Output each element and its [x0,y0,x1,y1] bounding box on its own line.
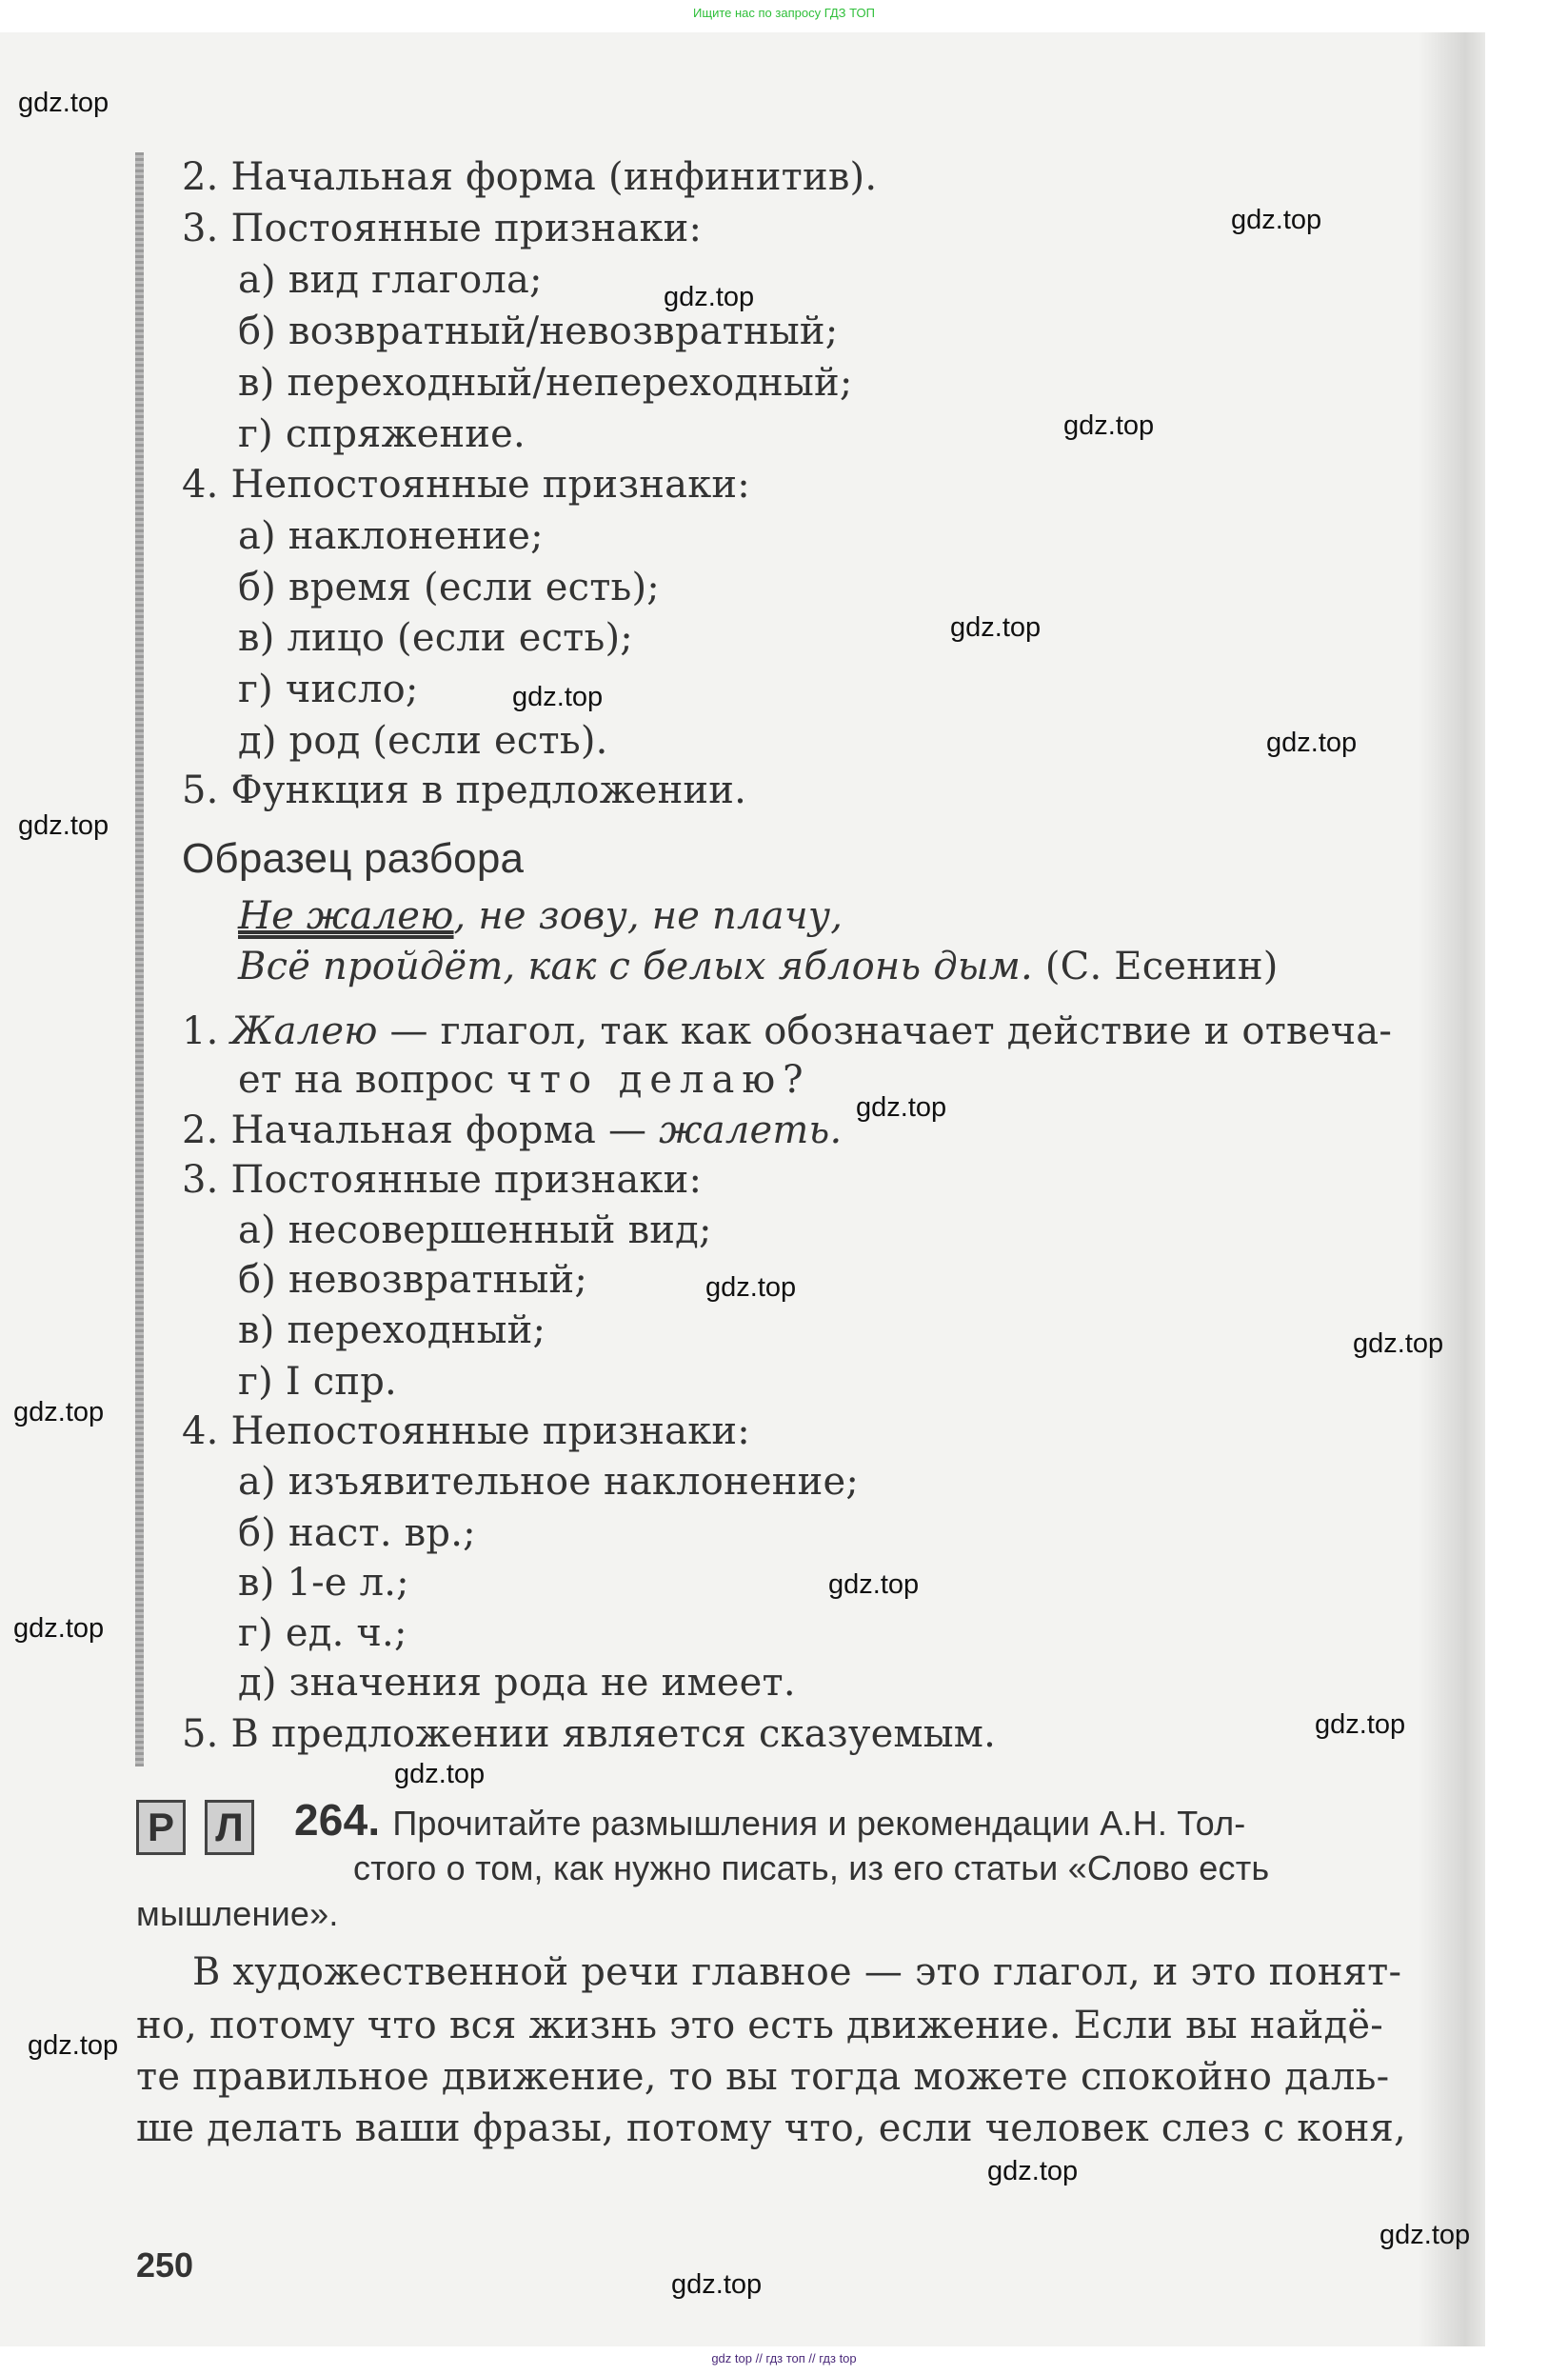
text-line [238,258,543,302]
watermark: gdz.top [13,1613,105,1644]
watermark: gdz.top [671,2269,763,2300]
watermark: gdz.top [1353,1328,1444,1359]
text-line [238,361,853,405]
text-segment: в) 1-е л.; [238,1561,409,1605]
watermark: gdz.top [1231,205,1322,235]
text-segment: б) время (если есть); [238,566,660,609]
text-line [238,616,633,660]
badge-r: Р [136,1800,186,1855]
text-segment: что делаю? [506,1058,811,1102]
text-segment: 5. Функция в предложении. [182,768,747,812]
watermark: gdz.top [950,612,1042,643]
text-segment: г) I спр. [238,1360,397,1404]
watermark: gdz.top [1315,1709,1406,1740]
text-segment: (С. Есенин) [1032,945,1279,988]
badge-l: Л [205,1800,254,1855]
watermark: gdz.top [1063,410,1155,441]
text-line [182,1108,842,1152]
text-line [238,1611,407,1655]
text-line [182,1712,996,1756]
text-segment: 4. Непостоянные признаки: [182,1409,750,1453]
text-segment: д) значения рода не имеет. [238,1661,796,1705]
text-line [182,155,877,199]
text-segment: а) изъявительное наклонение; [238,1460,860,1504]
watermark: gdz.top [512,682,604,712]
text-line [238,514,544,558]
watermark: gdz.top [28,2030,119,2061]
page-edge-shadow [1419,32,1485,2346]
text-line [136,2106,1406,2150]
text-segment: , не зову, не плачу, [453,894,844,938]
text-line [136,2004,1383,2047]
text-segment: 264. [294,1795,393,1845]
text-line [136,1891,339,1935]
text-line [182,463,750,507]
text-segment: те правильное движение, то вы тогда можете спокойно даль- [136,2055,1390,2099]
text-segment: Жалею [230,1009,378,1053]
text-line [238,412,526,456]
text-line [238,719,608,763]
text-segment: б) наст. вр.; [238,1511,476,1555]
text-segment: — глагол, так как обозначает действие и отвеча- [377,1009,1393,1053]
text-line [238,945,1279,988]
top-banner[interactable]: Ищите нас по запросу ГДЗ ТОП [693,6,875,20]
watermark: gdz.top [987,2156,1079,2186]
text-segment: а) несовершенный вид; [238,1208,712,1252]
watermark: gdz.top [18,810,109,841]
page-number: 250 [136,2245,194,2285]
text-segment: Образец разбора [182,835,525,882]
text-line [192,1950,1401,1994]
watermark: gdz.top [18,88,109,118]
text-segment: 1. [182,1009,231,1053]
text-line [182,1409,750,1453]
text-segment: г) спряжение. [238,412,526,456]
text-line [238,1460,859,1504]
watermark: gdz.top [828,1569,920,1600]
text-segment: б) возвратный/невозвратный; [238,309,839,353]
text-segment: г) число; [238,668,419,711]
watermark: gdz.top [1266,728,1358,758]
text-line [182,207,702,250]
text-segment: 4. Непостоянные признаки: [182,463,750,507]
text-line [294,1794,1245,1846]
text-segment: 3. Постоянные признаки: [182,207,703,250]
text-segment: В художественной речи главное — это глагол, и это понят- [192,1950,1402,1994]
text-segment: ше делать ваши фразы, потому что, если человек слез с коня, [136,2106,1406,2150]
text-segment: ет на вопрос [238,1058,507,1102]
text-segment: мышление». [136,1894,339,1933]
text-segment: 5. В предложении является сказуемым. [182,1712,997,1756]
text-line [182,835,524,883]
text-line [238,309,838,353]
text-line [238,566,660,609]
text-segment: 2. Начальная форма — [182,1108,660,1152]
text-segment: в) лицо (если есть); [238,616,633,660]
text-line [238,1360,397,1404]
text-segment: Не жалею [238,894,454,938]
text-segment: 3. Постоянные признаки: [182,1158,703,1202]
watermark: gdz.top [705,1272,797,1303]
text-segment: но, потому что вся жизнь это есть движение. Если вы найдё- [136,2004,1383,2047]
text-line [136,2055,1389,2099]
text-line [238,1561,409,1605]
text-segment: г) ед. ч.; [238,1611,407,1655]
text-line [238,1308,546,1352]
text-segment: а) наклонение; [238,514,544,558]
text-segment: в) переходный/непереходный; [238,361,853,405]
text-segment: д) род (если есть). [238,719,608,763]
text-line [238,1511,476,1555]
text-line [238,1208,712,1252]
text-line [238,894,843,938]
text-segment: Всё пройдёт, как с белых яблонь дым. [238,945,1033,988]
text-line [238,1661,796,1705]
text-line [182,1158,702,1202]
watermark: gdz.top [664,282,755,312]
text-segment: 2. Начальная форма (инфинитив). [182,155,878,199]
text-segment: жалеть. [659,1108,843,1152]
text-segment: стого о том, как нужно писать, из его статьи «Слово есть [353,1848,1270,1887]
bottom-banner[interactable]: gdz top // гдз топ // гдз top [711,2351,857,2365]
text-segment: б) невозвратный; [238,1258,588,1302]
margin-bar [135,152,144,1766]
watermark: gdz.top [1379,2220,1471,2250]
text-segment: в) переходный; [238,1308,546,1352]
text-segment: Прочитайте размышления и рекомендации А.Н. Тол- [392,1804,1246,1843]
text-line [238,1058,811,1102]
text-line [182,1009,1392,1053]
text-segment: а) вид глагола; [238,258,543,302]
watermark: gdz.top [856,1092,947,1123]
text-line [182,768,746,812]
text-line [238,1258,587,1302]
text-line [238,668,419,711]
watermark: gdz.top [13,1397,105,1427]
watermark: gdz.top [394,1759,486,1789]
text-line [353,1846,1269,1889]
